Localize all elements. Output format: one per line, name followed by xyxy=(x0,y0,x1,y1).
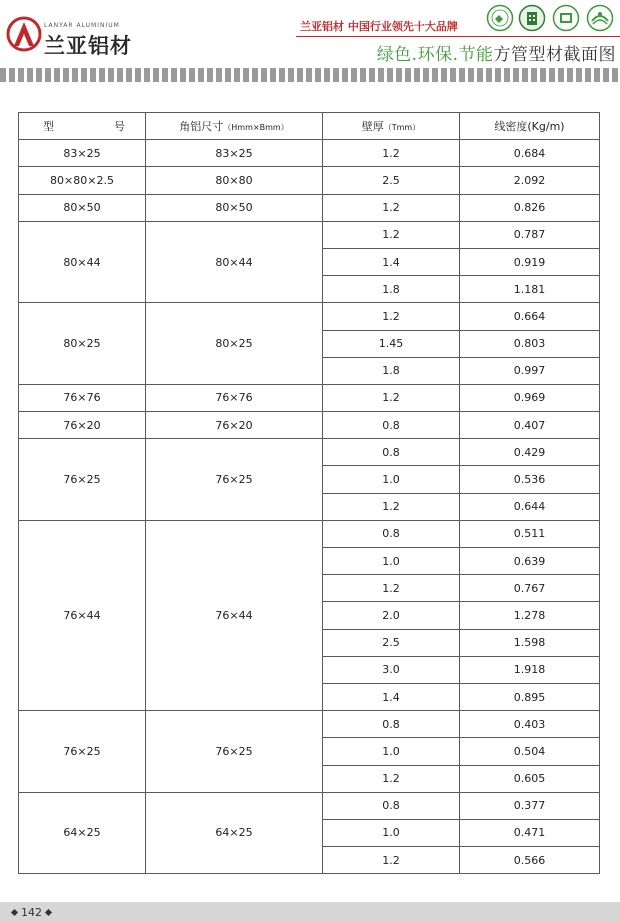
cell-size: 76×20 xyxy=(146,412,323,439)
cell-density: 0.504 xyxy=(460,738,600,765)
diamond-icon xyxy=(11,908,18,915)
table-row xyxy=(19,792,600,819)
header-size: 角铝尺寸（Hmm×Bmm） xyxy=(146,113,323,140)
page-title xyxy=(377,40,616,65)
cell-model: 76×25 xyxy=(19,711,146,793)
cell-size: 76×25 xyxy=(146,439,323,521)
cell-density: 1.278 xyxy=(460,602,600,629)
page-number: 142 xyxy=(8,906,55,919)
cell-density: 0.429 xyxy=(460,439,600,466)
cell-wall: 1.45 xyxy=(323,330,460,357)
page-footer xyxy=(0,902,620,922)
spec-table-body xyxy=(19,140,600,874)
table-header-row xyxy=(19,113,600,140)
cell-density: 0.403 xyxy=(460,711,600,738)
table-row xyxy=(19,711,600,738)
cell-density: 0.639 xyxy=(460,548,600,575)
table-row xyxy=(19,194,600,221)
cell-size: 76×76 xyxy=(146,384,323,411)
header-wall: 壁厚（Tmm） xyxy=(323,113,460,140)
table-row xyxy=(19,221,600,248)
page-header xyxy=(0,0,620,68)
cell-density: 0.664 xyxy=(460,303,600,330)
cell-wall: 1.2 xyxy=(323,303,460,330)
cell-model: 64×25 xyxy=(19,792,146,874)
cell-density: 1.918 xyxy=(460,656,600,683)
cell-size: 83×25 xyxy=(146,140,323,167)
table-row xyxy=(19,412,600,439)
cell-wall: 1.0 xyxy=(323,738,460,765)
cell-model: 76×20 xyxy=(19,412,146,439)
diamond-icon xyxy=(45,908,52,915)
cell-model: 80×50 xyxy=(19,194,146,221)
cell-density: 0.377 xyxy=(460,792,600,819)
cell-wall: 0.8 xyxy=(323,412,460,439)
cell-density: 1.181 xyxy=(460,276,600,303)
cell-wall: 0.8 xyxy=(323,711,460,738)
cell-wall: 1.4 xyxy=(323,683,460,710)
header-model: 型 号 xyxy=(19,113,146,140)
cell-wall: 2.5 xyxy=(323,629,460,656)
cell-density: 0.566 xyxy=(460,847,600,874)
page-title-green: 绿色.环保.节能 xyxy=(376,45,494,65)
cell-wall: 1.8 xyxy=(323,357,460,384)
cell-wall: 1.2 xyxy=(323,140,460,167)
certification-badges xyxy=(486,4,618,34)
cell-wall: 1.2 xyxy=(323,194,460,221)
cell-density: 0.644 xyxy=(460,493,600,520)
cell-density: 0.969 xyxy=(460,384,600,411)
page-title-main: 方管型材截面图 xyxy=(493,45,616,65)
cell-density: 0.407 xyxy=(460,412,600,439)
spec-table xyxy=(18,112,600,874)
cell-size: 76×44 xyxy=(146,520,323,710)
cell-wall: 3.0 xyxy=(323,656,460,683)
cell-wall: 1.0 xyxy=(323,819,460,846)
cell-density: 0.767 xyxy=(460,575,600,602)
cell-density: 0.919 xyxy=(460,248,600,275)
cell-size: 80×80 xyxy=(146,167,323,194)
table-row xyxy=(19,439,600,466)
cell-wall: 2.5 xyxy=(323,167,460,194)
lanyar-logo-icon xyxy=(6,16,42,52)
cell-density: 0.536 xyxy=(460,466,600,493)
cell-wall: 1.4 xyxy=(323,248,460,275)
cell-model: 80×80×2.5 xyxy=(19,167,146,194)
cell-wall: 1.2 xyxy=(323,847,460,874)
cell-density: 0.787 xyxy=(460,221,600,248)
cell-wall: 1.2 xyxy=(323,765,460,792)
environment-label-icon xyxy=(552,4,580,32)
cell-wall: 2.0 xyxy=(323,602,460,629)
cell-wall: 1.2 xyxy=(323,575,460,602)
table-row xyxy=(19,140,600,167)
header-divider xyxy=(296,36,620,37)
header-stripe xyxy=(0,68,620,82)
cell-model: 76×25 xyxy=(19,439,146,521)
green-building-icon xyxy=(518,4,546,32)
cell-wall: 0.8 xyxy=(323,439,460,466)
cell-density: 0.997 xyxy=(460,357,600,384)
cell-model: 76×44 xyxy=(19,520,146,710)
cell-wall: 0.8 xyxy=(323,520,460,547)
cell-model: 76×76 xyxy=(19,384,146,411)
cell-size: 80×50 xyxy=(146,194,323,221)
slogan: 兰亚铝材 中国行业领先十大品牌 xyxy=(300,20,458,33)
table-row xyxy=(19,384,600,411)
cell-wall: 0.8 xyxy=(323,792,460,819)
table-row xyxy=(19,303,600,330)
cell-wall: 1.2 xyxy=(323,493,460,520)
cell-wall: 1.2 xyxy=(323,221,460,248)
table-row xyxy=(19,167,600,194)
cell-density: 2.092 xyxy=(460,167,600,194)
china-environmental-mark-icon xyxy=(586,4,614,32)
cell-density: 0.803 xyxy=(460,330,600,357)
cell-density: 0.511 xyxy=(460,520,600,547)
header-density: 线密度(Kg/m) xyxy=(460,113,600,140)
table-row xyxy=(19,520,600,547)
cell-wall: 1.2 xyxy=(323,384,460,411)
cell-size: 80×44 xyxy=(146,221,323,303)
cell-model: 80×25 xyxy=(19,303,146,385)
cell-density: 0.684 xyxy=(460,140,600,167)
cell-density: 1.598 xyxy=(460,629,600,656)
cell-density: 0.895 xyxy=(460,683,600,710)
cell-size: 76×25 xyxy=(146,711,323,793)
certification-seal-icon xyxy=(486,4,514,32)
cell-density: 0.605 xyxy=(460,765,600,792)
cell-density: 0.826 xyxy=(460,194,600,221)
cell-size: 64×25 xyxy=(146,792,323,874)
cell-model: 83×25 xyxy=(19,140,146,167)
cell-wall: 1.8 xyxy=(323,276,460,303)
cell-density: 0.471 xyxy=(460,819,600,846)
brand-english: LANYAR ALUMINIUM xyxy=(44,22,120,29)
cell-wall: 1.0 xyxy=(323,548,460,575)
cell-model: 80×44 xyxy=(19,221,146,303)
brand-name: 兰亚铝材 xyxy=(44,33,132,58)
cell-wall: 1.0 xyxy=(323,466,460,493)
cell-size: 80×25 xyxy=(146,303,323,385)
